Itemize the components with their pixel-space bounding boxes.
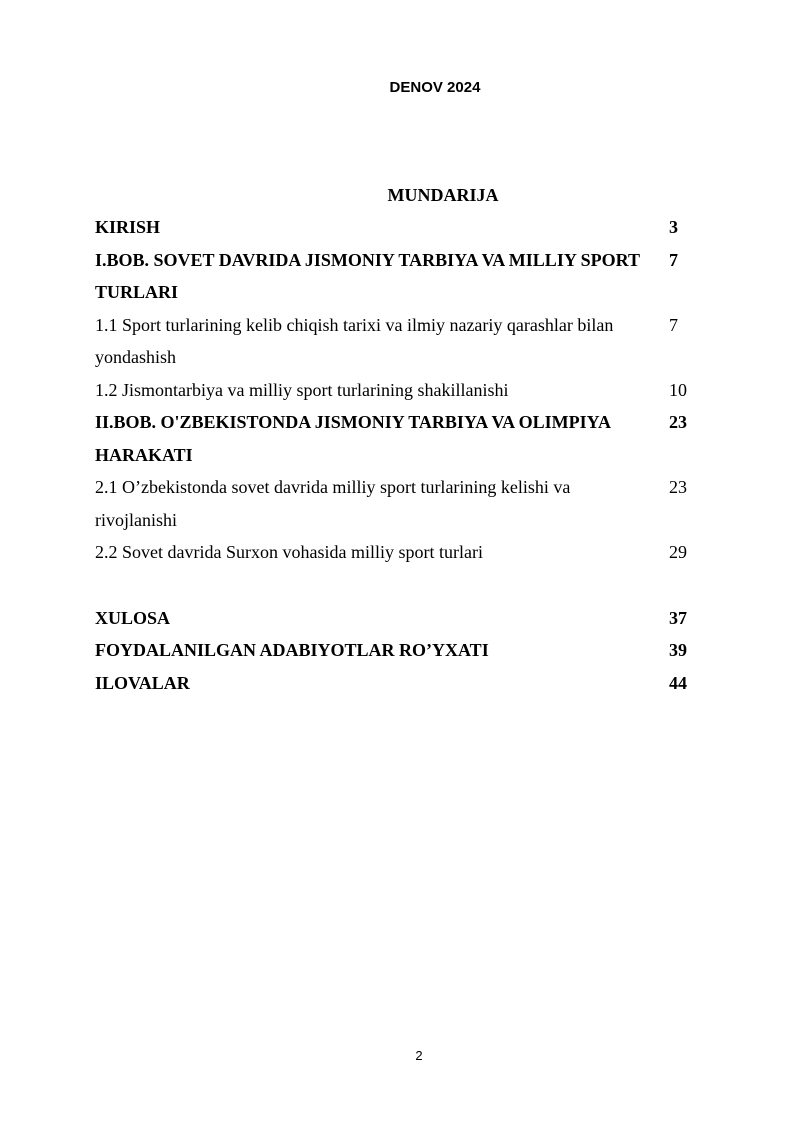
toc-entry-kirish: [95, 211, 695, 244]
toc-entry-appendices: [95, 667, 695, 700]
toc-entry-page: 10: [669, 379, 687, 400]
toc-entry-section-1-1: [95, 309, 695, 374]
toc-entry-text: II.BOB. O'ZBEKISTONDA JISMONIY TARBIYA VA OLIMPIYA HARAKATI: [95, 412, 611, 465]
toc-entry-page: 44: [669, 672, 687, 693]
toc-entry-text: I.BOB. SOVET DAVRIDA JISMONIY TARBIYA VA MILLIY SPORT TURLARI: [95, 249, 640, 302]
toc-entry-page: 3: [669, 217, 678, 237]
toc-entry-text: 2.1 O’zbekistonda sovet davrida milliy sport turlarining kelishi va rivojlanishi: [95, 477, 571, 530]
toc-entry-text: FOYDALANILGAN ADABIYOTLAR RO’YXATI: [95, 640, 489, 660]
toc-entry-page: 7: [669, 314, 678, 335]
toc-entry-page: 29: [669, 542, 687, 562]
toc-title: MUNDARIJA: [387, 185, 499, 205]
toc-entry-page: 23: [669, 412, 687, 432]
page-number: 2: [415, 1048, 423, 1063]
toc-entry-text: 2.2 Sovet davrida Surxon vohasida milliy sport turlari: [95, 542, 483, 562]
toc-entry-page: 23: [669, 477, 687, 497]
toc-entry-section-2-1: [95, 471, 695, 536]
document-header-title: DENOV 2024: [389, 79, 481, 96]
toc-entry-text: 1.1 Sport turlarining kelib chiqish tarixi va ilmiy nazariy qarashlar bilan yondashish: [95, 314, 614, 367]
toc-entry-page: 39: [669, 640, 687, 660]
toc-entry-section-1-2: [95, 374, 695, 407]
toc-entry-section-2-2: [95, 536, 695, 569]
toc-entry-text: 1.2 Jismontarbiya va milliy sport turlarining shakillanishi: [95, 379, 509, 400]
toc-entry-text: KIRISH: [95, 217, 161, 237]
toc-spacer: [95, 569, 695, 602]
toc-entry-text: ILOVALAR: [95, 672, 190, 693]
table-of-contents: [95, 211, 695, 699]
toc-entry-chapter-1: [95, 244, 695, 309]
toc-entry-xulosa: [95, 602, 695, 635]
toc-entry-text: XULOSA: [95, 607, 171, 628]
toc-entry-references: [95, 634, 695, 667]
toc-entry-page: 37: [669, 607, 687, 628]
toc-entry-chapter-2: [95, 406, 695, 471]
toc-entry-page: 7: [669, 249, 678, 270]
